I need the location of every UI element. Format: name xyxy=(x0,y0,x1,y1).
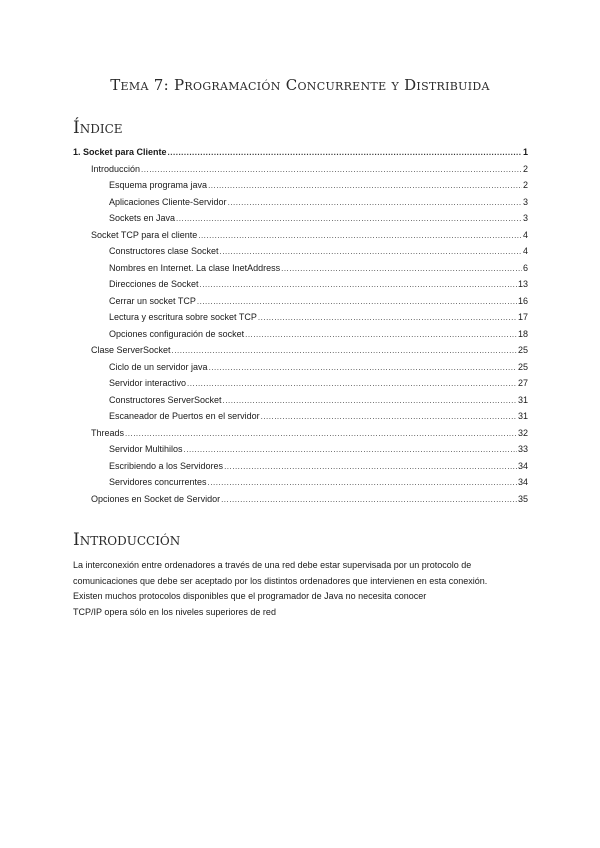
toc-leader-dots xyxy=(258,310,517,326)
toc-leader-dots xyxy=(208,178,522,194)
toc-entry-page: 2 xyxy=(522,163,528,174)
toc-leader-dots xyxy=(197,294,517,310)
toc-entry-label: Servidor interactivo xyxy=(109,378,187,388)
toc-entry[interactable] xyxy=(73,326,528,343)
toc-entry-page: 25 xyxy=(517,345,528,355)
toc-entry-page: 4 xyxy=(522,229,528,240)
toc-entry-page: 34 xyxy=(517,477,528,487)
toc-leader-dots xyxy=(220,244,522,260)
toc-entry[interactable] xyxy=(73,260,528,277)
toc-entry[interactable] xyxy=(73,491,528,508)
toc-entry-label: Socket TCP para el cliente xyxy=(91,229,198,240)
toc-leader-dots xyxy=(200,277,517,293)
toc-entry-label: Escribiendo a los Servidores xyxy=(109,460,224,471)
toc-entry-label: Threads xyxy=(91,427,125,438)
toc-leader-dots xyxy=(141,162,522,178)
toc-entry-label: Cerrar un socket TCP xyxy=(109,295,196,306)
toc-entry-label: Ciclo de un servidor java xyxy=(109,361,208,372)
toc-entry[interactable] xyxy=(73,243,528,260)
toc-leader-dots xyxy=(168,145,522,161)
toc-entry[interactable] xyxy=(73,441,528,458)
toc-leader-dots xyxy=(125,426,517,442)
toc-entry-label: Sockets en Java xyxy=(109,213,176,223)
toc-leader-dots xyxy=(187,376,517,392)
toc-entry[interactable] xyxy=(73,474,528,491)
toc-entry-page: 17 xyxy=(517,312,528,322)
toc-leader-dots xyxy=(209,360,517,376)
toc-entry-page: 35 xyxy=(517,493,528,504)
toc-entry-page: 25 xyxy=(517,361,528,372)
toc-entry[interactable] xyxy=(73,375,528,392)
toc-entry-label: Aplicaciones Cliente-Servidor xyxy=(109,196,227,207)
toc-entry[interactable] xyxy=(73,144,528,161)
toc-entry[interactable] xyxy=(73,392,528,409)
toc-entry-page: 6 xyxy=(522,262,528,273)
toc-leader-dots xyxy=(198,228,522,244)
toc-leader-dots xyxy=(223,393,517,409)
toc-leader-dots xyxy=(224,459,517,475)
toc-leader-dots xyxy=(281,261,522,277)
document-title: Tema 7: Programación Concurrente y Distribuida xyxy=(110,76,490,94)
toc-entry-label: Opciones en Socket de Servidor xyxy=(91,493,221,504)
toc-entry-label: Opciones configuración de socket xyxy=(109,328,245,339)
toc-entry-page: 18 xyxy=(517,328,528,339)
toc-entry-label: Servidor Multihilos xyxy=(109,444,183,454)
toc-entry[interactable] xyxy=(73,210,528,227)
toc-entry-page: 1 xyxy=(522,147,528,157)
toc-entry[interactable] xyxy=(73,309,528,326)
toc-entry[interactable] xyxy=(73,293,528,310)
toc-leader-dots xyxy=(245,327,517,343)
toc-entry[interactable] xyxy=(73,458,528,475)
toc-entry[interactable] xyxy=(73,161,528,178)
toc-leader-dots xyxy=(176,211,522,227)
toc-entry-page: 13 xyxy=(517,279,528,289)
intro-paragraph: Existen muchos protocolos disponibles que el programador de Java no necesita conocer xyxy=(73,591,427,601)
intro-heading: Introducción xyxy=(73,530,181,550)
index-heading: Índice xyxy=(73,118,123,138)
toc-entry-page: 4 xyxy=(522,246,528,256)
toc-entry-label: Introducción xyxy=(91,163,141,174)
toc-entry-label: Constructores ServerSocket xyxy=(109,394,222,405)
toc-leader-dots xyxy=(261,409,517,425)
toc-entry[interactable] xyxy=(73,227,528,244)
toc-entry[interactable] xyxy=(73,276,528,293)
toc-entry-page: 31 xyxy=(517,411,528,421)
toc-entry-label: Nombres en Internet. La clase InetAddress xyxy=(109,262,281,273)
toc-entry-page: 34 xyxy=(517,460,528,471)
toc-entry-label: Escaneador de Puertos en el servidor xyxy=(109,411,260,421)
toc-entry[interactable] xyxy=(73,408,528,425)
toc-entry-page: 31 xyxy=(517,394,528,405)
toc-entry-page: 3 xyxy=(522,213,528,223)
toc-entry[interactable] xyxy=(73,177,528,194)
intro-paragraph: TCP/IP opera sólo en los niveles superiores de red xyxy=(73,606,276,617)
toc-entry-label: Lectura y escritura sobre socket TCP xyxy=(109,312,257,322)
toc-leader-dots xyxy=(208,475,517,491)
table-of-contents xyxy=(73,144,528,507)
toc-entry-label: Clase ServerSocket xyxy=(91,345,171,355)
toc-entry[interactable] xyxy=(73,342,528,359)
toc-leader-dots xyxy=(184,442,517,458)
toc-entry-label: 1. Socket para Cliente xyxy=(73,147,167,157)
toc-entry-label: Direcciones de Socket xyxy=(109,279,199,289)
toc-leader-dots xyxy=(172,343,517,359)
toc-entry-page: 2 xyxy=(522,180,528,190)
toc-entry[interactable] xyxy=(73,425,528,442)
toc-entry-page: 32 xyxy=(517,427,528,438)
intro-paragraph: La interconexión entre ordenadores a través de una red debe estar supervisada por un protocolo de comunicaciones que debe ser aceptado por los distintos ordenadores que intervienen en esta conexión. xyxy=(73,560,488,586)
toc-entry-label: Servidores concurrentes xyxy=(109,477,207,487)
toc-entry[interactable] xyxy=(73,359,528,376)
toc-entry-page: 27 xyxy=(517,378,528,388)
toc-leader-dots xyxy=(228,195,522,211)
intro-body xyxy=(73,558,533,620)
toc-entry-label: Esquema programa java xyxy=(109,180,208,190)
toc-entry-label: Constructores clase Socket xyxy=(109,246,219,256)
toc-entry-page: 3 xyxy=(522,196,528,207)
toc-entry-page: 16 xyxy=(517,295,528,306)
toc-entry[interactable] xyxy=(73,194,528,211)
toc-entry-page: 33 xyxy=(517,444,528,454)
toc-leader-dots xyxy=(221,492,517,508)
